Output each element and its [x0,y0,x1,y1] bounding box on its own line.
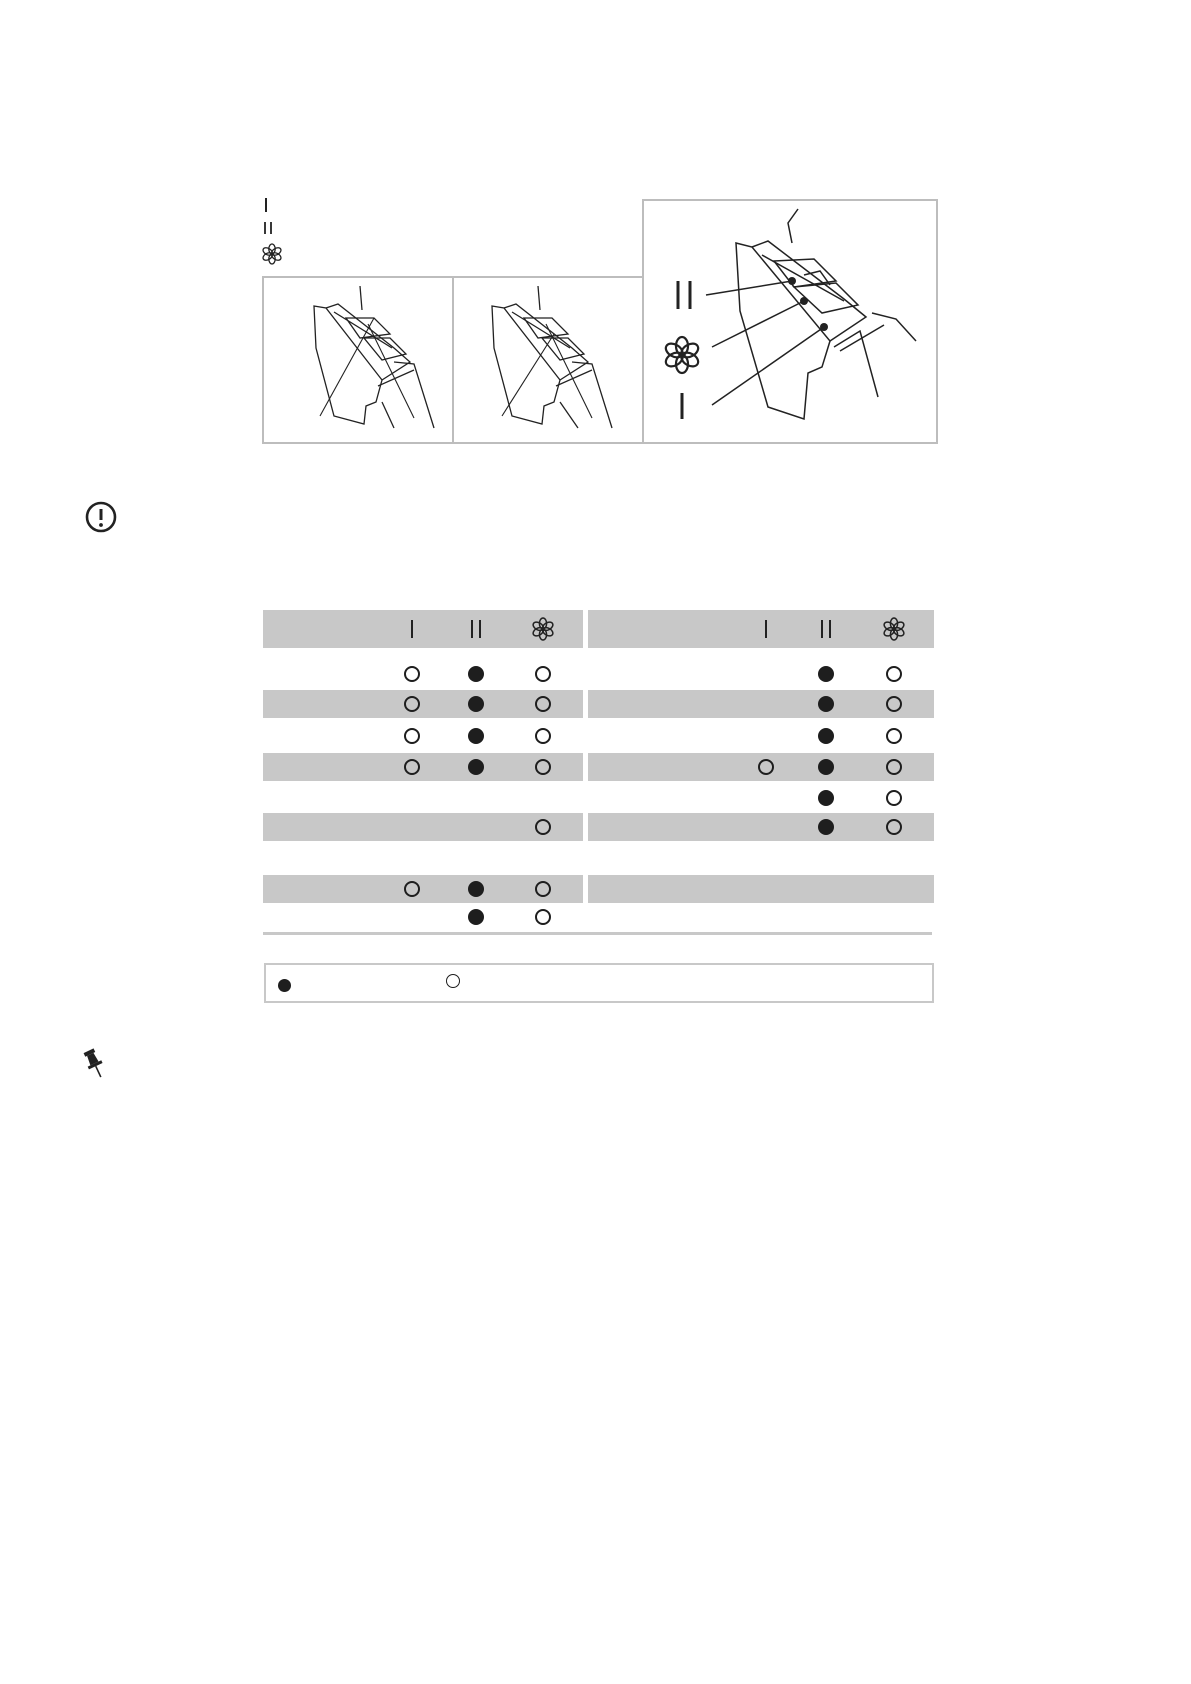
softener-icon [262,244,282,264]
empty-dot [886,696,902,712]
empty-dot [404,728,420,744]
note-pin-icon [82,1045,108,1086]
table-row [588,813,934,841]
empty-dot [404,759,420,775]
table-row [263,813,583,841]
legend-symbols [262,196,284,268]
mainwash-icon [463,616,489,642]
table-row [263,753,583,781]
table-divider [263,932,932,935]
table-row [263,660,583,688]
filled-dot [468,666,484,682]
drawer-drawing-labeled [644,201,936,442]
empty-dot [886,819,902,835]
table-row [588,784,934,812]
table-header-row [263,610,583,648]
header-symbol [399,610,425,648]
empty-dot [535,881,551,897]
empty-dot [535,728,551,744]
header-symbol [813,610,839,648]
filled-dot [818,819,834,835]
filled-dot [818,696,834,712]
filled-dot [468,696,484,712]
header-symbol [881,610,907,648]
empty-dot [404,666,420,682]
empty-dot [535,759,551,775]
drawer-illustration-2 [452,276,644,444]
empty-dot [535,696,551,712]
drawer-illustration-1 [262,276,454,444]
filled-dot [818,728,834,744]
softener-icon [530,616,556,642]
table-header-row [588,610,934,648]
table-row [588,753,934,781]
filled-dot [818,666,834,682]
empty-dot [758,759,774,775]
empty-dot [535,819,551,835]
table-row [263,722,583,750]
header-symbol [753,610,779,648]
key-full-dot [278,979,291,992]
header-symbol [463,610,489,648]
drawer-drawing [264,278,452,442]
empty-dot [535,909,551,925]
filled-dot [818,759,834,775]
empty-dot [886,728,902,744]
table-row [588,660,934,688]
drawer-drawing [454,278,642,442]
filled-dot [818,790,834,806]
table-row [263,875,583,903]
key-empty-dot [446,974,460,988]
header-symbol [530,610,556,648]
empty-dot [886,666,902,682]
filled-dot [468,881,484,897]
softener-icon [663,337,700,373]
empty-dot [404,696,420,712]
compartment-legend [262,196,292,268]
prewash-icon [399,616,425,642]
dosage-table-right [588,610,934,940]
dosage-table-left [263,610,583,940]
drawer-illustration-labeled [642,199,938,444]
filled-dot [468,728,484,744]
mainwash-icon [813,616,839,642]
warning-icon [84,500,118,539]
table-row [263,784,583,812]
table-row [588,722,934,750]
mainwash-icon [678,281,690,309]
prewash-icon [753,616,779,642]
empty-dot [886,759,902,775]
empty-dot [404,881,420,897]
table-row [588,690,934,718]
filled-dot [468,909,484,925]
table-row [263,903,583,931]
empty-dot [535,666,551,682]
empty-dot [886,790,902,806]
table-row [588,875,934,903]
filled-dot [468,759,484,775]
softener-icon [881,616,907,642]
table-row [263,690,583,718]
symbol-key [264,963,934,1003]
